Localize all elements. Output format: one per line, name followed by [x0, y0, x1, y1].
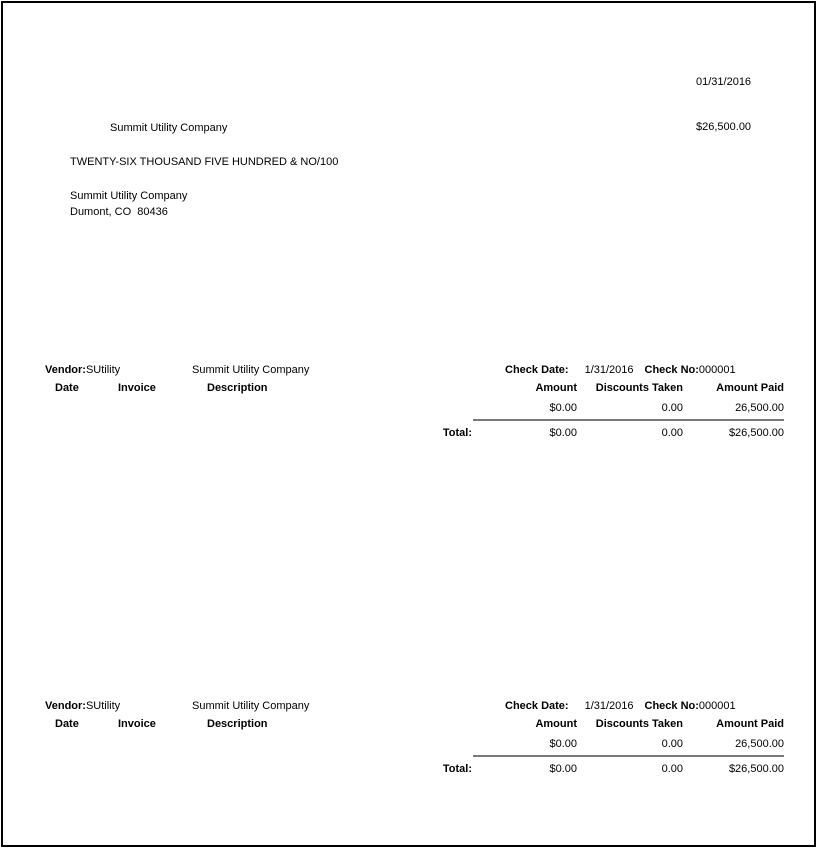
check-date-label: Check Date: [505, 364, 569, 376]
total-label: Total: [442, 427, 472, 439]
total-amount-paid: $26,500.00 [728, 427, 784, 439]
check-amount: $26,500.00 [696, 121, 752, 133]
column-header-discounts-taken: Discounts Taken [595, 718, 683, 730]
payee-address-line-2: Dumont, CO 80436 [70, 206, 168, 218]
column-header-invoice: Invoice [118, 382, 156, 394]
check-date-label: Check Date: [505, 700, 569, 712]
check-info [505, 700, 736, 713]
vendor-label: Vendor: [45, 364, 86, 376]
total-discounts-taken: 0.00 [661, 763, 683, 775]
row-amount: $0.00 [549, 402, 577, 414]
total-rule [473, 419, 784, 421]
total-amount: $0.00 [549, 763, 577, 775]
total-amount: $0.00 [549, 427, 577, 439]
column-header-discounts-taken: Discounts Taken [595, 382, 683, 394]
column-header-amount-paid: Amount Paid [716, 718, 784, 730]
vendor-label: Vendor: [45, 700, 86, 712]
amount-in-words: TWENTY-SIX THOUSAND FIVE HUNDRED & NO/100 [70, 156, 339, 168]
row-discounts-taken: 0.00 [661, 738, 683, 750]
check-date: 01/31/2016 [696, 76, 752, 88]
check-no-label: Check No: [644, 700, 699, 712]
vendor-code: SUtility [85, 364, 121, 376]
total-label: Total: [442, 763, 472, 775]
row-amount: $0.00 [549, 738, 577, 750]
total-rule [473, 755, 784, 757]
check-info [505, 364, 736, 377]
column-header-description: Description [207, 718, 268, 730]
row-amount-paid: 26,500.00 [735, 402, 784, 414]
row-discounts-taken: 0.00 [661, 402, 683, 414]
vendor-id [45, 700, 120, 713]
column-header-description: Description [207, 382, 268, 394]
remittance-stub-lower [0, 700, 817, 785]
vendor-code: SUtility [85, 700, 121, 712]
vendor-name: Summit Utility Company [192, 364, 310, 376]
check-no-label: Check No: [644, 364, 699, 376]
column-header-invoice: Invoice [118, 718, 156, 730]
row-amount-paid: 26,500.00 [735, 738, 784, 750]
check-no-value: 000001 [698, 364, 736, 376]
column-header-amount-paid: Amount Paid [716, 382, 784, 394]
column-header-amount: Amount [535, 718, 577, 730]
check-date-value: 1/31/2016 [584, 700, 634, 712]
total-amount-paid: $26,500.00 [728, 763, 784, 775]
remittance-stub-upper [0, 364, 817, 449]
payee-address-line-1: Summit Utility Company [70, 190, 188, 202]
check-date-value: 1/31/2016 [584, 364, 634, 376]
column-header-date: Date [55, 382, 79, 394]
payee-name: Summit Utility Company [110, 122, 228, 134]
check-no-value: 000001 [698, 700, 736, 712]
vendor-id [45, 364, 120, 377]
column-header-amount: Amount [535, 382, 577, 394]
vendor-name: Summit Utility Company [192, 700, 310, 712]
column-header-date: Date [55, 718, 79, 730]
total-discounts-taken: 0.00 [661, 427, 683, 439]
